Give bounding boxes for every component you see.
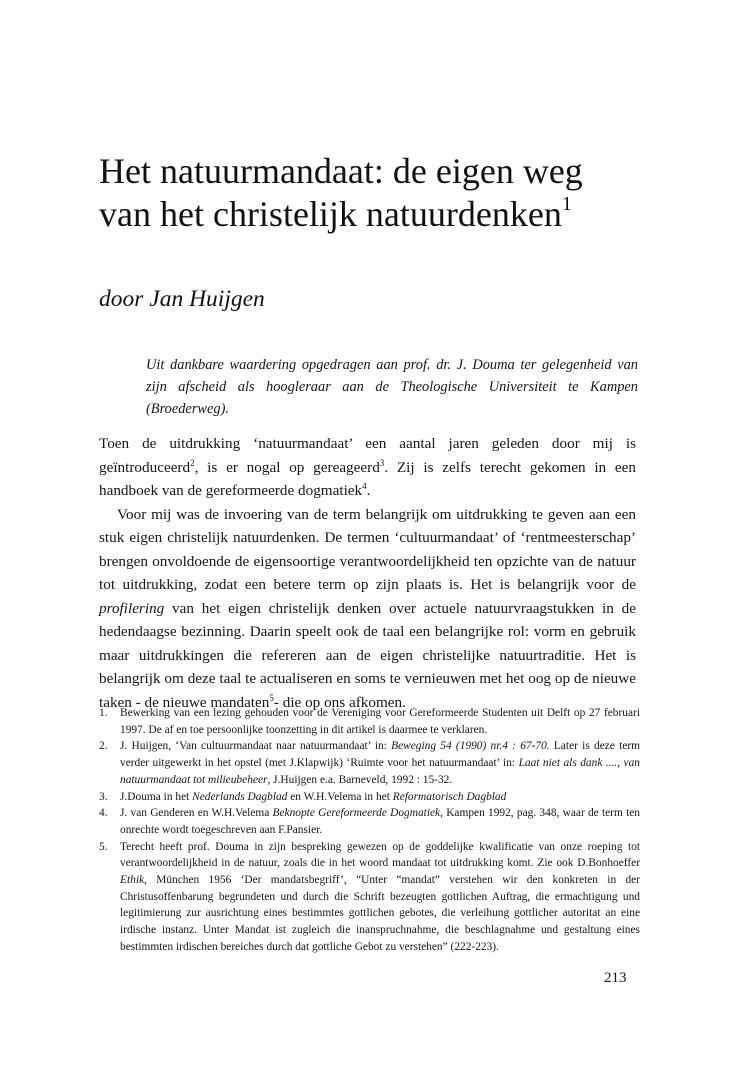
paragraph-1-text-a: Toen de uitdrukking ‘natuurmandaat’ een aantal jaren geleden door mij is geïntroduceerd <box>99 435 636 476</box>
footnote-5 <box>99 839 640 956</box>
footnote-2 <box>99 738 640 788</box>
dedication: Uit dankbare waardering opgedragen aan prof. dr. J. Douma ter gelegenheid van zijn afscheid als hoogleraar aan de Theologische Universiteit te Kampen (Broederweg). <box>146 357 638 417</box>
footnote-number: 3. <box>99 790 108 803</box>
paragraph-2-text-c: - die op ons afkomen. <box>273 693 406 711</box>
footnote-citation: Reformatorisch Dagblad <box>392 790 507 803</box>
article-body <box>99 432 636 714</box>
paragraph-1-text-d: . <box>366 482 371 499</box>
footnote-1 <box>99 705 640 738</box>
author-byline: door Jan Huijgen <box>99 286 265 312</box>
footnote-4 <box>99 805 640 838</box>
title-line-1: Het natuurmandaat: de eigen weg <box>99 151 583 191</box>
footnote-ref-4: 4 <box>362 481 367 491</box>
footnote-text: Later is deze term verder uitgewerkt in het opstel (met J.Klapwijk) ‘Ruimte voor het natuurmandaat’ in: <box>120 740 640 770</box>
footnote-text: , München 1956 ‘Der mandatsbegriff’, “Unter “mandat” verstehen wir den konkreten in der Christusoffenbarung begrundeten und durch die Schrift bezeugten gottlichen Auftrag, die ermachtigung und legitimierung zur ausrichtung eines bestimmtes gottlichen gebotes, die verleihung gottlicher autoritat an eine irdische instanz. Unter Mandat ist zugleich die inanspruchnahme, die beschlagnahme und gestaltung eines bestimmten irdischen bereiches durch dat gottliche Gebot zu verstehen” (222-223). <box>120 874 640 953</box>
footnote-text: J.Douma in het <box>120 790 193 803</box>
footnote-text: en W.H.Velema in het <box>287 790 393 803</box>
footnotes-list <box>99 705 640 956</box>
footnote-citation: Ethik <box>120 874 145 887</box>
title-footnote-ref: 1 <box>561 193 572 215</box>
paragraph-1 <box>99 432 636 503</box>
footnote-text: Terecht heeft prof. Douma in zijn bespreking gewezen op de goddelijke kwalificatie van onze roeping tot verantwoordelijkheid in de natuur, zoals die in het woord mandaat tot uitdrukking komt. Zie ook D.Bonhoeffer <box>120 840 640 870</box>
article-title <box>99 150 659 236</box>
footnote-ref-2: 2 <box>190 457 195 468</box>
footnote-text: , J.Huijgen e.a. Barneveld, 1992 : 15-32. <box>267 773 453 786</box>
paragraph-2-text-a: Voor mij was de invoering van de term belangrijk om uitdrukking te geven aan een stuk eigen christelijk natuurdenken. De termen ‘cultuurmandaat’ of ‘rentmeesterschap’ brengen onvoldoende de eigensoortige verantwoordelijkheid ten opzichte van de natuur tot uitdrukking, zodat een betere term op zijn plaats is. Het is belangrijk voor de <box>99 505 636 593</box>
paragraph-2-emphasis: profilering <box>99 599 165 617</box>
footnote-text: J. van Genderen en W.H.Velema <box>120 807 273 820</box>
footnote-citation: Beweging 54 (1990) nr.4 : 67-70. <box>391 740 550 753</box>
paragraph-1-text-c: . Zij is zelfs terecht gekomen in een handboek van de gereformeerde dogmatiek <box>99 458 636 499</box>
footnote-number: 4. <box>99 807 108 820</box>
footnote-text: , Kampen 1992, pag. 348, waar de term ten onrechte wordt toegeschreven aan F.Pansier. <box>120 807 640 836</box>
footnote-number: 2. <box>99 740 108 753</box>
paragraph-1-text-b: , is er nogal op gereageerd <box>194 458 380 476</box>
footnote-citation: Beknopte Gereformeerde Dogmatiek <box>272 807 441 820</box>
footnote-number: 5. <box>99 840 108 853</box>
footnote-text: J. Huijgen, ‘Van cultuurmandaat naar natuurmandaat’ in: <box>120 740 392 753</box>
page-number: 213 <box>604 970 627 986</box>
paragraph-2 <box>99 503 636 715</box>
title-line-2: van het christelijk natuurdenken <box>99 194 562 234</box>
footnote-citation: Laat niet als dank ...., van natuurmandaat tot milieubeheer <box>120 757 641 786</box>
footnote-3 <box>99 789 640 806</box>
footnote-ref-5: 5 <box>269 692 274 703</box>
footnote-text: Bewerking van een lezing gehouden voor de Vereniging voor Gereformeerde Studenten uit Delft op 27 februari 1997. De af en toe persoonlijke toonzetting in dit artikel is daarmee te verklaren. <box>120 707 640 736</box>
paragraph-2-text-b: van het eigen christelijk denken over actuele natuurvraagstukken in de hedendaagse bezinning. Daarin speelt ook de taal een belangrijke rol: vorm en gebruik maar uitdrukkingen die refereren aan de eigen christelijke natuurtraditie. Het is belangrijk om deze taal te actualiseren en soms te vernieuwen met het oog op de nieuwe taken - de nieuwe mandaten <box>99 599 636 711</box>
footnote-number: 1. <box>99 707 108 719</box>
footnote-citation: Nederlands Dagblad <box>192 790 288 803</box>
footnote-ref-3: 3 <box>379 457 385 468</box>
